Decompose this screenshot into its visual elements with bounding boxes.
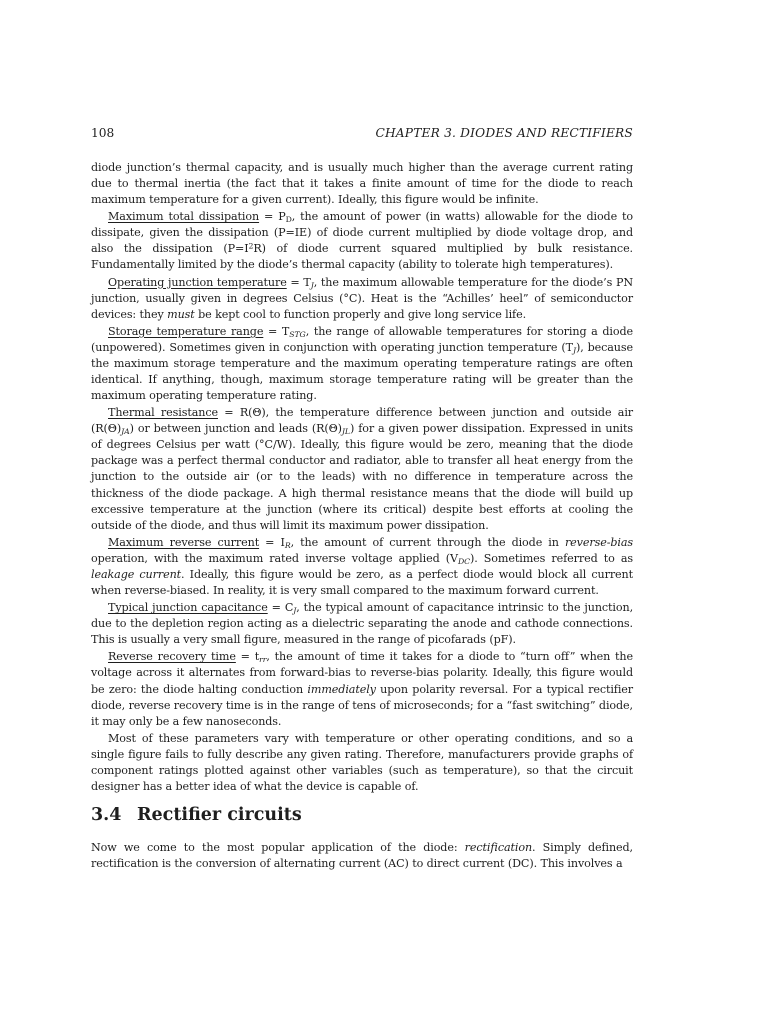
text-fragment: , the typical amount of capacitance intrinsic to the junction, due to the depletion region acting as a dielectric separating the anode and cathode connections. This is usually a very small figure, measured in the range of picofarads (pF).: [91, 601, 634, 647]
paragraph-rectification-intro: [91, 840, 633, 872]
subscript: D: [285, 215, 292, 225]
text-fragment: = T: [286, 275, 311, 289]
text-fragment: operation, with the maximum rated inverse voltage applied (V: [91, 551, 458, 565]
text-fragment: ) or between junction and leads (R(Θ): [129, 422, 342, 436]
text-fragment: = C: [267, 601, 294, 615]
subscript: J: [293, 606, 297, 616]
term-max-dissipation: Maximum total dissipation: [108, 210, 260, 224]
paragraph-junction-temp: [91, 275, 633, 323]
text-fragment: = P: [259, 210, 286, 224]
text-fragment: = I: [259, 535, 285, 549]
emphasis: rectification: [464, 841, 533, 854]
term-reverse-recovery: Reverse recovery time: [108, 650, 236, 664]
text-fragment: , the range of allowable temperatures for storing a diode (unpowered). Sometimes given in conjunction with operating junction temperature (T: [91, 324, 633, 354]
paragraph-thermal-capacity: diode junction’s thermal capacity, and is usually much higher than the average current rating due to thermal inertia (the fact that it takes a finite amount of time for the diode to reach maximum temperature for a given current). Ideally, this figure would be infinite.: [91, 161, 633, 207]
subscript: JL: [341, 427, 351, 437]
paragraph-reverse-current: [91, 535, 633, 599]
paragraph-max-dissipation: [91, 209, 633, 273]
term-junction-capacitance: Typical junction capacitance: [108, 601, 268, 615]
paragraph-parameters-vary: Most of these parameters vary with temperature or other operating conditions, and so a single figure fails to fully describe any given rating. Therefore, manufacturers provide graphs of component ratings plotted against other variables (such as temperature), so that the circuit designer has a better idea of what the device is capable of.: [91, 731, 633, 793]
text-fragment: be kept cool to function properly and give long service life.: [194, 307, 527, 321]
text-fragment: R) of diode current squared multiplied by bulk resistance. Fundamentally limited by the diode’s thermal capacity (ability to tolerate high temperatures).: [91, 242, 633, 272]
text-fragment: = R(Θ), the temperature difference between junction and outside air (R(Θ): [91, 406, 634, 436]
chapter-title: CHAPTER 3. DIODES AND RECTIFIERS: [375, 126, 633, 140]
text-fragment: = T: [263, 324, 290, 338]
text-fragment: Now we come to the most popular application of the diode:: [91, 841, 465, 854]
text-fragment: ) for a given power dissipation. Expressed in units of degrees Celsius per watt (°C/W). Ideally, this figure would be zero, meaning that the diode package was a perfect thermal conductor and radiator, able to transfer all heat energy from the junction to the outside air (or to the leads) with no difference in temperature across the thickness of the diode package. A high thermal resistance means that the diode will build up excessive temperature at the junction (where its critical) despite best efforts at cooling the outside of the diode, and thus will limit its maximum power dissipation.: [91, 422, 633, 532]
paragraph-storage-temp: [91, 324, 633, 404]
term-junction-temp: Operating junction temperature: [108, 275, 287, 289]
paragraph-junction-capacitance: [91, 600, 633, 648]
text-fragment: , the amount of power (in watts) allowable for the diode to dissipate, given the dissipation (P=IE) of diode current multiplied by diode voltage drop, and also the dissipation (P=I: [91, 210, 634, 256]
text-fragment: ), because the maximum storage temperature and the maximum operating temperature ratings are often identical. If anything, though, maximum storage temperature rating will be greater than the maximum operating temperature rating.: [91, 340, 633, 403]
page-number: 108: [91, 126, 115, 140]
subscript: rr: [259, 655, 267, 665]
subscript: JA: [121, 427, 130, 437]
section-number: 3.4: [91, 805, 122, 825]
superscript: 2: [248, 241, 254, 251]
paragraph-thermal-resistance: [91, 405, 633, 534]
emphasis: must: [167, 307, 195, 321]
subscript: DC: [457, 556, 470, 566]
text-fragment: , the maximum allowable temperature for the diode’s PN junction, usually given in degrees Celsius (°C). Heat is the “Achilles’ heel” of semiconductor devices: they: [91, 275, 633, 321]
term-reverse-current: Maximum reverse current: [108, 535, 260, 549]
text-fragment: ). Sometimes referred to as: [469, 551, 633, 565]
text-fragment: upon polarity reversal. For a typical rectifier diode, reverse recovery time is in the range of tens of microseconds; for a “fast switching” diode, it may only be a few nanoseconds.: [91, 682, 634, 728]
text-fragment: = t: [235, 650, 260, 664]
section-heading: [91, 803, 633, 827]
text-fragment: , the amount of current through the diode in: [290, 535, 565, 549]
page-header: [91, 124, 633, 142]
page-body: [91, 160, 633, 796]
section-body: [91, 840, 633, 872]
section-title: Rectifier circuits: [137, 805, 302, 825]
subscript: R: [284, 540, 291, 550]
paragraph-reverse-recovery: [91, 649, 633, 729]
subscript: J: [572, 345, 576, 355]
text-fragment: . Ideally, this figure would be zero, as a perfect diode would block all current when reverse-biased. In reality, it is very small compared to the maximum forward current.: [91, 567, 633, 598]
subscript: J: [310, 280, 314, 290]
emphasis: leakage current: [91, 567, 182, 581]
subscript: STG: [289, 329, 306, 339]
term-thermal-resistance: Thermal resistance: [108, 406, 218, 420]
emphasis: immediately: [307, 682, 376, 696]
text-fragment: , the amount of time it takes for a diode to “turn off” when the voltage across it alternates from forward-bias to reverse-bias polarity. Ideally, this figure would be zero: the diode halting conduction: [91, 650, 633, 696]
text-fragment: . Simply defined, rectification is the conversion of alternating current (AC) to direct current (DC). This involves a: [91, 841, 633, 871]
emphasis: reverse-bias: [564, 535, 634, 549]
term-storage-temp: Storage temperature range: [108, 324, 264, 338]
